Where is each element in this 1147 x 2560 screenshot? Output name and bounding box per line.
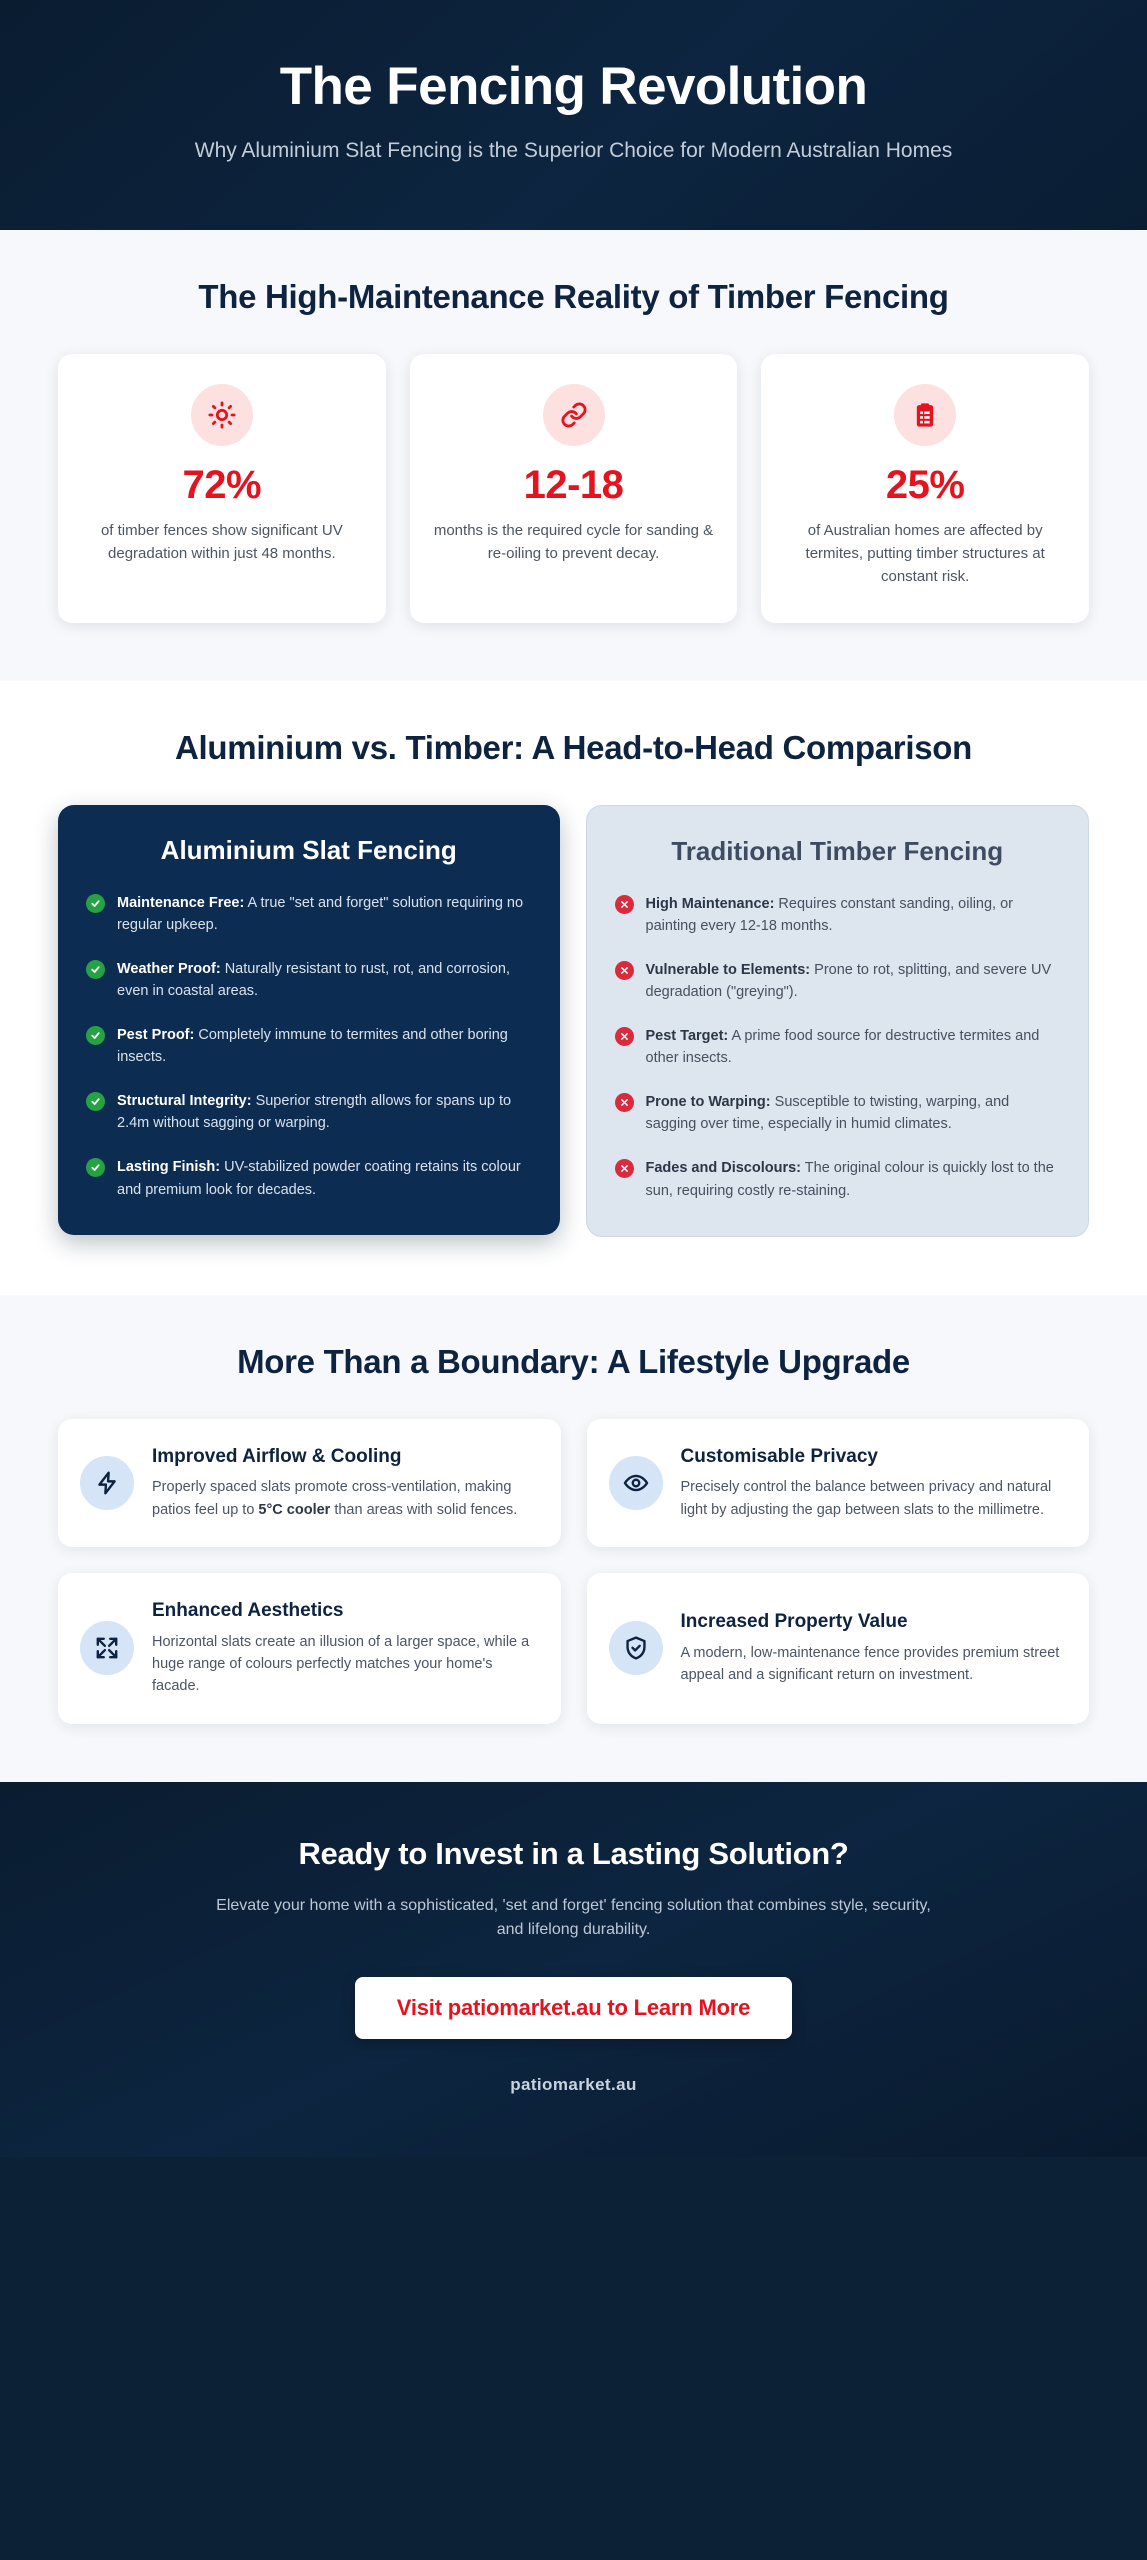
feature-label: Structural Integrity:	[117, 1093, 252, 1110]
comparison-section	[0, 681, 1147, 1295]
feature-body: Naturally resistant to rust, rot, and corrosion, even in coastal areas.	[117, 961, 510, 1000]
feature-text	[117, 892, 532, 936]
feature-label: Lasting Finish:	[117, 1159, 221, 1176]
clipboard-list-icon	[894, 384, 956, 446]
feature-item	[615, 1157, 1061, 1201]
stat-value: 72%	[182, 463, 262, 508]
feature-item	[615, 893, 1061, 937]
feature-text	[117, 958, 532, 1002]
page-subtitle: Why Aluminium Slat Fencing is the Superior Choice for Modern Australian Homes	[194, 139, 953, 163]
shield-check-icon	[609, 1621, 663, 1675]
x-circle-icon	[615, 1027, 634, 1046]
cta-subtitle: Elevate your home with a sophisticated, 'set and forget' fencing solution that combines style, security, and lifelong durability.	[216, 1896, 931, 1939]
feature-text	[646, 893, 1061, 937]
benefit-title: Enhanced Aesthetics	[152, 1599, 344, 1621]
feature-label: Weather Proof:	[117, 961, 221, 978]
check-circle-icon	[86, 894, 105, 913]
benefit-description	[681, 1642, 1064, 1687]
feature-item	[86, 1024, 532, 1068]
stats-row	[58, 354, 1089, 622]
eye-icon	[609, 1456, 663, 1510]
visit-site-button[interactable]: Visit patiomarket.au to Learn More	[355, 1977, 792, 2039]
feature-body: A true "set and forget" solution requiring no regular upkeep.	[117, 895, 524, 934]
feature-item	[86, 892, 532, 936]
benefit-body	[152, 1599, 535, 1698]
feature-text	[646, 1157, 1061, 1201]
hero-section	[0, 0, 1147, 230]
feature-body: UV-stabilized powder coating retains its colour and premium look for decades.	[117, 1159, 521, 1198]
benefit-title: Increased Property Value	[680, 1611, 908, 1633]
feature-label: High Maintenance:	[645, 896, 775, 913]
benefit-body	[681, 1610, 1064, 1686]
benefit-card	[58, 1419, 561, 1547]
sun-icon	[191, 384, 253, 446]
check-circle-icon	[86, 1158, 105, 1177]
benefit-title: Improved Airflow & Cooling	[152, 1445, 402, 1467]
benefit-body	[681, 1445, 1064, 1521]
feature-item	[615, 1091, 1061, 1135]
benefit-title: Customisable Privacy	[680, 1445, 878, 1467]
stat-card	[761, 354, 1089, 622]
check-circle-icon	[86, 1092, 105, 1111]
feature-text	[117, 1090, 532, 1134]
feature-text	[646, 1025, 1061, 1069]
benefit-card	[587, 1419, 1090, 1547]
benefit-desc-before: Properly spaced slats promote cross-ventilation, making patios feel up to	[152, 1479, 512, 1518]
timber-card-heading: Traditional Timber Fencing	[671, 835, 1004, 866]
aluminium-feature-list	[86, 892, 532, 1200]
benefit-description	[152, 1476, 535, 1521]
benefit-description	[152, 1631, 535, 1698]
feature-body: A prime food source for destructive termites and other insects.	[645, 1028, 1040, 1067]
feature-text	[646, 1091, 1061, 1135]
feature-body: The original colour is quickly lost to the sun, requiring costly re-staining.	[645, 1160, 1054, 1199]
feature-text	[646, 959, 1061, 1003]
x-circle-icon	[615, 961, 634, 980]
timber-feature-list	[615, 893, 1061, 1201]
stat-card	[410, 354, 738, 622]
expand-arrows-icon	[80, 1621, 134, 1675]
feature-label: Maintenance Free:	[117, 895, 245, 912]
feature-text	[117, 1024, 532, 1068]
feature-label: Prone to Warping:	[645, 1094, 771, 1111]
site-domain: patiomarket.au	[510, 2075, 637, 2095]
comparison-section-title: Aluminium vs. Timber: A Head-to-Head Comparison	[175, 728, 972, 766]
cta-section	[0, 1782, 1147, 2158]
feature-item	[615, 959, 1061, 1003]
benefit-desc-before: Precisely control the balance between privacy and natural light by adjusting the gap between slats to the millimetre.	[680, 1479, 1052, 1518]
benefits-grid	[58, 1419, 1089, 1724]
benefit-body	[152, 1445, 535, 1521]
stats-section-title: The High-Maintenance Reality of Timber Fencing	[198, 278, 949, 316]
benefits-section	[0, 1295, 1147, 1782]
feature-item	[86, 1156, 532, 1200]
feature-label: Pest Target:	[645, 1028, 729, 1045]
benefit-description	[681, 1476, 1064, 1521]
feature-text	[117, 1156, 532, 1200]
timber-card	[586, 805, 1090, 1237]
stat-card	[58, 354, 386, 622]
feature-body: Prone to rot, splitting, and severe UV degradation ("greying").	[645, 962, 1052, 1001]
benefit-card	[587, 1573, 1090, 1724]
feature-item	[86, 958, 532, 1002]
feature-body: Requires constant sanding, oiling, or painting every 12-18 months.	[645, 896, 1013, 935]
stat-description: months is the required cycle for sanding & re-oiling to prevent decay.	[433, 522, 714, 562]
feature-body: Susceptible to twisting, warping, and sagging over time, especially in humid climates.	[645, 1094, 1010, 1133]
benefits-section-title: More Than a Boundary: A Lifestyle Upgrade	[237, 1342, 910, 1380]
feature-body: Superior strength allows for spans up to 2.4m without sagging or warping.	[117, 1093, 512, 1132]
stats-section	[0, 230, 1147, 680]
benefit-desc-after: than areas with solid fences.	[330, 1501, 518, 1518]
aluminium-card-heading: Aluminium Slat Fencing	[160, 834, 457, 865]
feature-label: Pest Proof:	[117, 1027, 195, 1044]
stat-description: of timber fences show significant UV degradation within just 48 months.	[100, 522, 343, 562]
benefit-desc-highlight: 5°C cooler	[258, 1501, 331, 1518]
stat-value: 12-18	[523, 463, 624, 508]
stat-value: 25%	[885, 463, 965, 508]
benefit-card	[58, 1573, 561, 1724]
bolt-icon	[80, 1456, 134, 1510]
feature-item	[86, 1090, 532, 1134]
feature-item	[615, 1025, 1061, 1069]
link-icon	[543, 384, 605, 446]
page-title: The Fencing Revolution	[279, 57, 868, 116]
x-circle-icon	[615, 1159, 634, 1178]
comparison-row	[58, 805, 1089, 1237]
check-circle-icon	[86, 960, 105, 979]
cta-title: Ready to Invest in a Lasting Solution?	[298, 1835, 849, 1871]
check-circle-icon	[86, 1026, 105, 1045]
stat-description: of Australian homes are affected by termites, putting timber structures at constant risk.	[805, 522, 1045, 585]
feature-body: Completely immune to termites and other boring insects.	[117, 1027, 508, 1066]
feature-label: Fades and Discolours:	[645, 1160, 802, 1177]
feature-label: Vulnerable to Elements:	[645, 962, 811, 979]
benefit-desc-before: Horizontal slats create an illusion of a larger space, while a huge range of colours perfectly matches your home's facade.	[152, 1633, 530, 1695]
aluminium-card	[58, 805, 560, 1235]
benefit-desc-before: A modern, low-maintenance fence provides premium street appeal and a significant return on investment.	[680, 1644, 1060, 1684]
x-circle-icon	[615, 1093, 634, 1112]
x-circle-icon	[615, 895, 634, 914]
